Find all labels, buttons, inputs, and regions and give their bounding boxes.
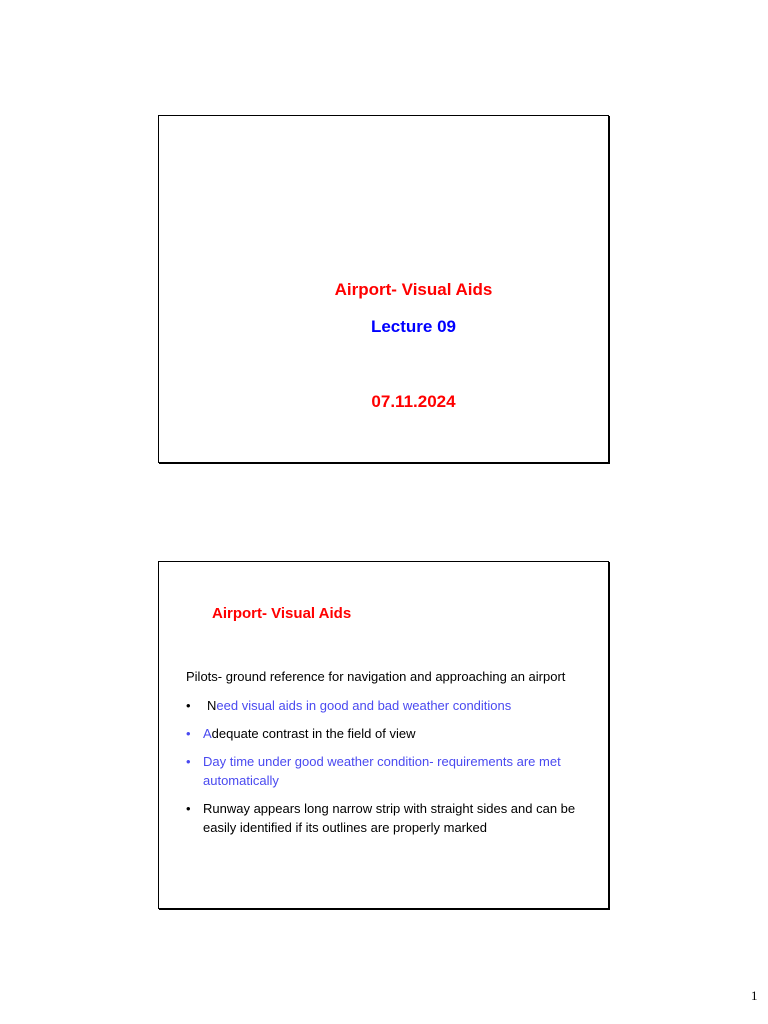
page-number: 1 — [751, 988, 758, 1003]
list-item — [186, 724, 596, 743]
bullet-dot-icon: • — [186, 698, 191, 713]
list-item — [186, 799, 596, 837]
bullet-first-letter: N — [207, 698, 217, 713]
slide-2 — [158, 561, 609, 909]
bullet-list — [186, 696, 596, 846]
bullet-dot-icon: • — [186, 801, 191, 816]
slide-1 — [158, 115, 609, 463]
slide-1-title: Airport- Visual Aids — [334, 280, 493, 299]
bullet-text: Runway appears long narrow strip with straight sides and can be easily identified if its outlines are properly marked — [203, 801, 576, 835]
bullet-text: eed visual aids in good and bad weather conditions — [216, 698, 512, 713]
slide-1-subtitle: Lecture 09 — [370, 317, 457, 336]
list-item — [186, 752, 596, 790]
list-item — [186, 696, 596, 715]
bullet-dot-icon: • — [186, 754, 191, 769]
bullet-text: dequate contrast in the field of view — [211, 726, 416, 741]
bullet-first-letter: A — [203, 726, 212, 741]
bullet-text: Day time under good weather condition- requirements are met automatically — [203, 754, 561, 788]
slide-2-title: Airport- Visual Aids — [212, 605, 352, 622]
slide-2-lead-text: Pilots- ground reference for navigation and approaching an airport — [186, 669, 566, 684]
slide-1-date: 07.11.2024 — [371, 392, 456, 411]
bullet-dot-icon: • — [186, 726, 191, 741]
